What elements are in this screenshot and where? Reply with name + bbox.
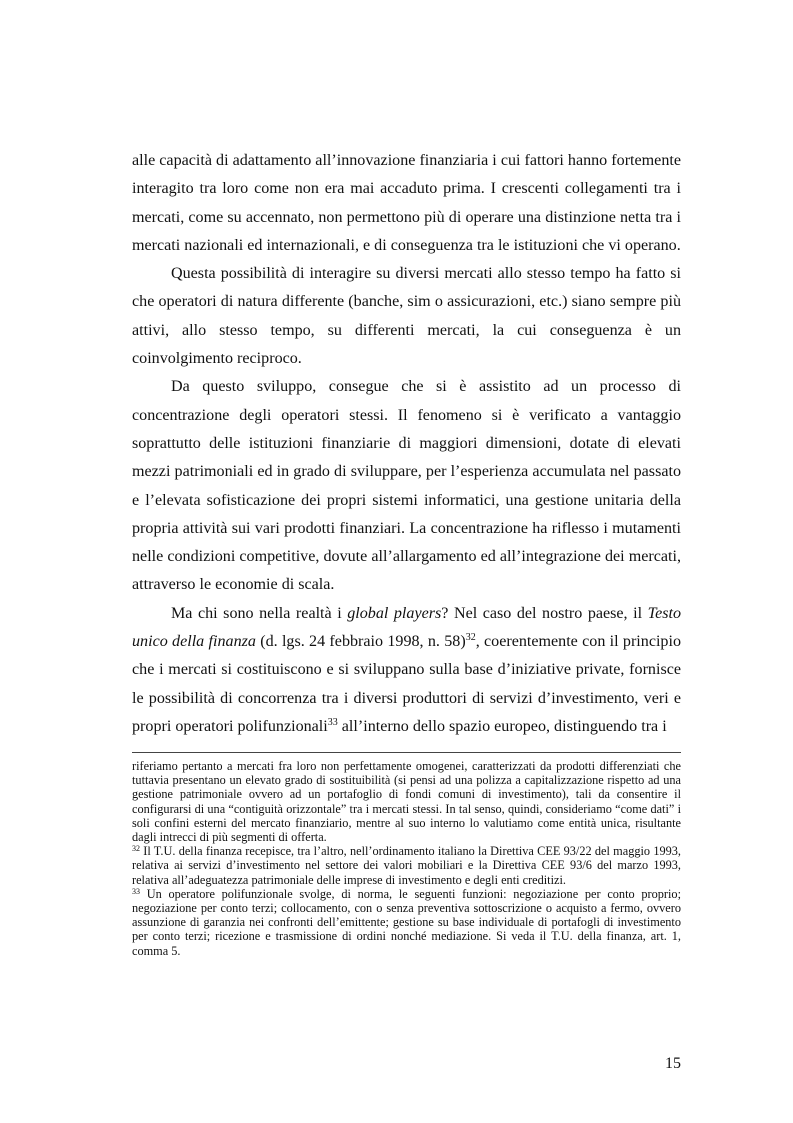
footnote-ref-33: 33 bbox=[327, 716, 338, 728]
testo-unico-title: Testo unico della finanza bbox=[132, 604, 681, 651]
paragraph-3: Da questo sviluppo, consegue che si è assistito ad un processo di concentrazione degli operatori stessi. Il fenomeno si è verificato a vantaggio soprattutto delle istituzioni finanziarie di maggiori dimensioni, dotate di elevati mezzi patrimoniali ed in grado di sviluppare, per l’esperienza accumulata nel passato e l’elevata sofisticazione dei propri sistemi informatici, una gestione unitaria della propria attività sui vari prodotti finanziari. La concentrazione ha riflesso i mutamenti nelle condizioni competitive, dovute all’allargamento ed all’integrazione dei mercati, attraverso le economie di scala. bbox=[132, 378, 681, 594]
paragraph-4-text-2: ? Nel caso del nostro paese, il bbox=[441, 604, 648, 622]
paragraph-1: alle capacità di adattamento all’innovazione finanziaria i cui fattori hanno fortemente interagito tra loro come non era mai accaduto prima. I crescenti collegamenti tra i mercati, come su accennato, non permettono più di operare una distinzione netta tra i mercati nazionali ed internazionali, e di conseguenza tra le istituzioni che vi operano. bbox=[132, 152, 681, 254]
paragraph-4-text-5: all’interno dello spazio europeo, distinguendo tra i bbox=[337, 717, 667, 735]
footnote-33-text: Un operatore polifunzionale svolge, di norma, le seguenti funzioni: negoziazione per conto proprio; negoziazione per conto terzi; collocamento, con o senza preventiva sottoscrizione o acquisto a fermo, ovvero assunzione di garanzia nei confronti dell’emittente; gestione su base individuale di portafogli di investimento per conto terzi; ricezione e trasmissione di ordini nonché mediazione. Si veda il T.U. della finanza, art. 1, comma 5. bbox=[132, 886, 681, 958]
paragraph-4-text-3: (d. lgs. 24 febbraio 1998, n. 58) bbox=[255, 633, 466, 651]
footnote-33-marker: 33 bbox=[132, 886, 140, 896]
footnote-32-text: Il T.U. della finanza recepisce, tra l’altro, nell’ordinamento italiano la Direttiva CEE 93/22 del maggio 1993, relativa ai servizi d’investimento nel settore dei valori mobiliari e la Direttiva CEE 93/6 del marzo 1993, relativa all’adeguatezza patrimoniale delle imprese di investimento e degli enti creditizi. bbox=[132, 844, 681, 887]
footnote-32-marker: 32 bbox=[132, 844, 140, 854]
footnote-continued: riferiamo pertanto a mercati fra loro non perfettamente omogenei, caratterizzati da prodotti differenziati che tuttavia presentano un elevato grado di sostituibilità (si pensi ad una polizza a capitalizzazione rispetto ad una gestione patrimoniale ovvero ad un portafoglio di fondi comuni di investimento), tali da consentire il configurarsi di una “contiguità orizzontale” tra i mercati stessi. In tal senso, quindi, consideriamo “come dati” i soli confini esterni del mercato finanziario, mentre al suo interno lo valutiamo come entità unica, risultante dagli intrecci di più segmenti di offerta. bbox=[132, 759, 681, 845]
global-players-term: global players bbox=[347, 604, 442, 622]
paragraph-4-text-4: , coerentemente con il principio che i mercati si costituiscono e si sviluppano sulla base d’iniziative private, fornisce le possibilità di concorrenza tra i diversi produttori di servizi d’investimento, veri e propri operatori polifunzionali bbox=[132, 633, 681, 735]
paragraph-2: Questa possibilità di interagire su diversi mercati allo stesso tempo ha fatto si che operatori di natura differente (banche, sim o assicurazioni, etc.) siano sempre più attivi, allo stesso tempo, su differenti mercati, la cui conseguenza è un coinvolgimento reciproco. bbox=[132, 265, 681, 368]
paragraph-4-text-1: Ma chi sono nella realtà i bbox=[171, 604, 348, 622]
page-number: 15 bbox=[665, 1055, 681, 1072]
footnote-33 bbox=[132, 887, 681, 958]
footnote-ref-32: 32 bbox=[465, 632, 476, 644]
main-text bbox=[132, 147, 681, 741]
footnote-separator bbox=[132, 752, 681, 753]
footnotes bbox=[132, 759, 681, 958]
paragraph-4 bbox=[132, 600, 681, 741]
footnote-32 bbox=[132, 844, 681, 887]
